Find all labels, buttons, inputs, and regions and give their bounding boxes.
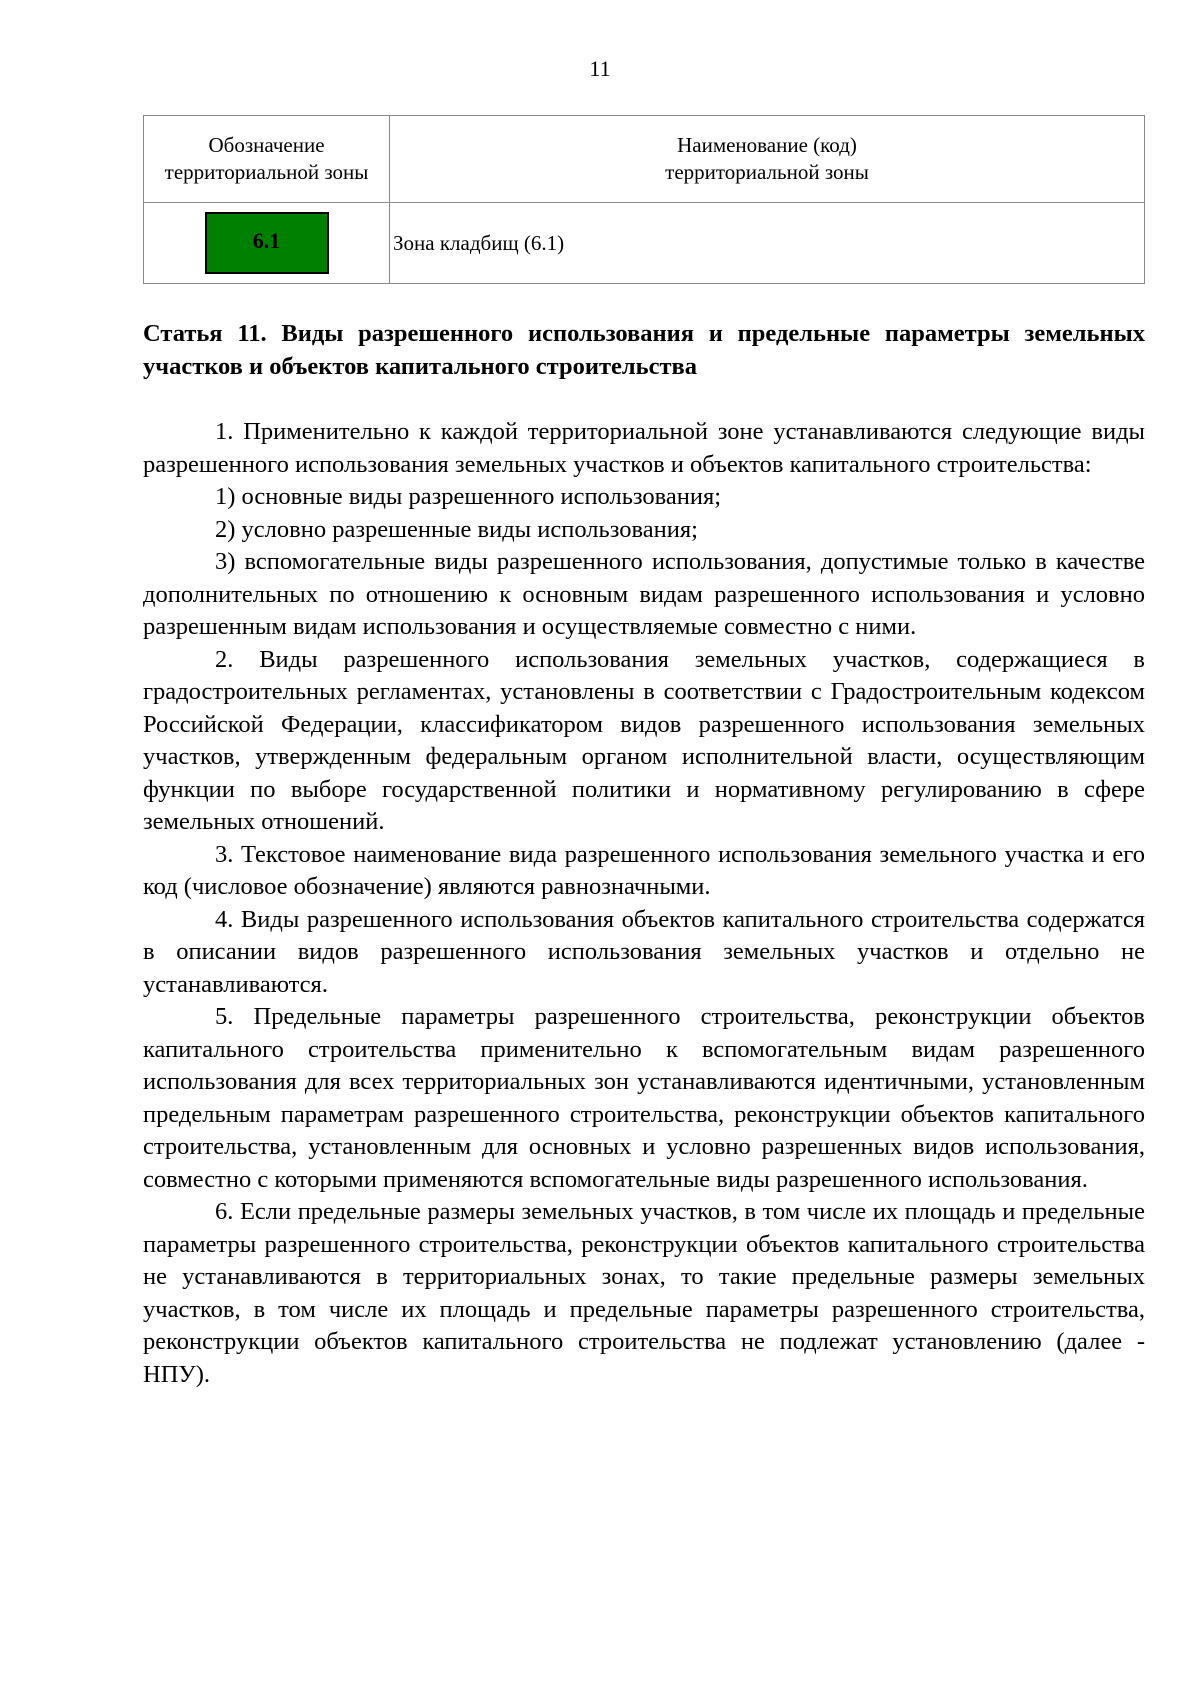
list-item: 2) условно разрешенные виды использования; (215, 515, 698, 543)
paragraph: 3. Текстовое наименование вида разрешенного использования земельного участка и его код (числовое обозначение) являются равнозначными. (143, 840, 1145, 900)
list-item: 1) основные виды разрешенного использования; (215, 483, 722, 510)
header-zone-name-line2: территориальной зоны (665, 160, 869, 184)
zone-table (143, 115, 1145, 284)
paragraph: 1. Применительно к каждой территориальной зоне устанавливаются следующие виды разрешенного использования земельных участков и объектов капитального строительства: (143, 418, 1145, 478)
article-title: Статья 11. Виды разрешенного использования и предельные параметры земельных участков и объектов капитального строительства (143, 320, 1145, 380)
table-row (144, 203, 1145, 284)
table-header-row (144, 116, 1145, 203)
header-zone-code: Обозначение территориальной зоны (144, 116, 390, 203)
list-item: 3) вспомогательные виды разрешенного использования, допустимые только в качестве дополнительных по отношению к основным видам разрешенного использования и условно разрешенным видам использования и осуществляемые совместно с ними. (143, 548, 1145, 640)
zone-code-cell (144, 203, 390, 284)
zone-color-swatch: 6.1 (205, 212, 329, 274)
paragraph: 2. Виды разрешенного использования земельных участков, содержащиеся в градостроительных регламентах, установлены в соответствии с Градостроительным кодексом Российской Федерации, классификатором видов разрешенного использования земельных участков, утвержденным федеральным органом исполнительной власти, осуществляющим функции по выборе государственной политики и нормативному регулированию в сфере земельных отношений. (143, 645, 1145, 835)
page-number: 11 (589, 56, 611, 81)
paragraph: 4. Виды разрешенного использования объектов капитального строительства содержатся в описании видов разрешенного использования земельных участков и отдельно не устанавливаются. (143, 905, 1145, 998)
paragraph: 5. Предельные параметры разрешенного строительства, реконструкции объектов капитального строительства применительно к вспомогательным видам разрешенного использования для всех территориальных зон устанавливаются идентичными, установленным предельным параметрам разрешенного строительства, реконструкции объектов капитального строительства, установленным для основных и условно разрешенных видов использования, совместно с которыми применяются вспомогательные виды разрешенного использования. (143, 1003, 1145, 1193)
header-zone-name (390, 116, 1145, 203)
header-zone-name-line1: Наименование (код) (677, 133, 857, 157)
zone-name-cell: Зона кладбищ (6.1) (390, 203, 1145, 284)
article-body (143, 416, 1145, 1391)
paragraph: 6. Если предельные размеры земельных участков, в том числе их площадь и предельные параметры разрешенного строительства, реконструкции объектов капитального строительства не устанавливаются в территориальных зонах, то такие предельные размеры земельных участков, в том числе их площадь и предельные параметры разрешенного строительства, реконструкции объектов капитального строительства не подлежат установлению (далее - НПУ). (143, 1198, 1145, 1388)
